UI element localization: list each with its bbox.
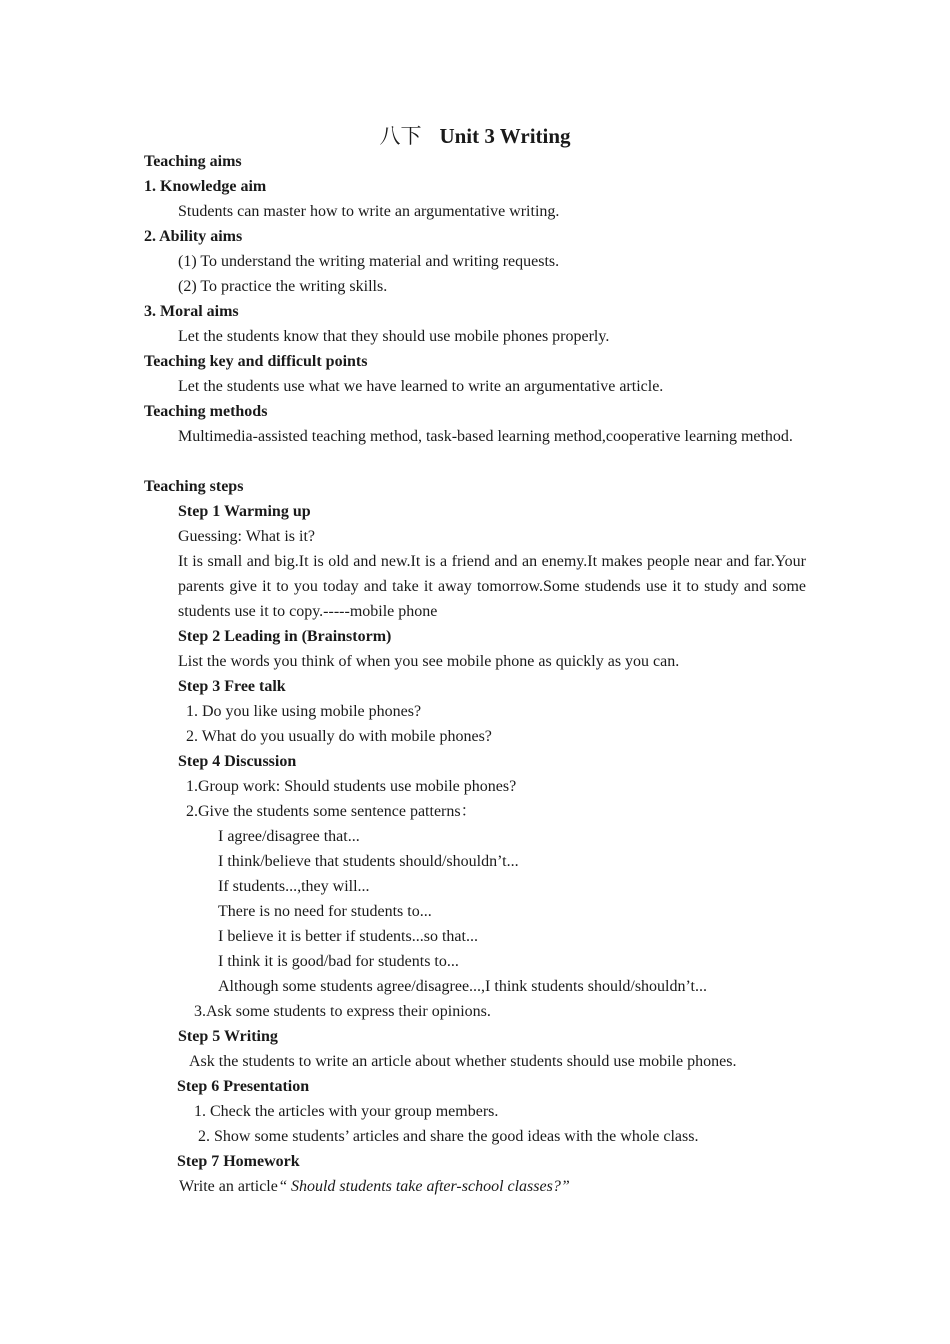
teaching-aims-heading: Teaching aims	[144, 153, 242, 170]
knowledge-aim-heading: 1. Knowledge aim	[144, 178, 267, 195]
homework-open-quote: “	[279, 1178, 287, 1195]
key-points-text: Let the students use what we have learned to write an argumentative article.	[178, 378, 664, 395]
ability-aims-heading: 2. Ability aims	[144, 228, 243, 245]
step1-riddle: It is small and big.It is old and new.It is a friend and an enemy.It makes people near and far.Your parents give it to you today and take it away tomorrow.Some studends use it to study and some students use it to copy.-----mobile phone	[178, 553, 806, 620]
page-title	[0, 121, 950, 151]
step2-text: List the words you think of when you see mobile phone as quickly as you can.	[178, 653, 680, 670]
teaching-steps-heading: Teaching steps	[144, 478, 244, 495]
step1-prompt: Guessing: What is it?	[178, 528, 316, 545]
ability-aim-item: (2) To practice the writing skills.	[178, 278, 388, 295]
sentence-pattern: I agree/disagree that...	[218, 828, 360, 845]
step3-item: 2. What do you usually do with mobile phones?	[186, 728, 492, 745]
step3-heading: Step 3 Free talk	[178, 678, 286, 695]
title-english: Unit 3 Writing	[439, 124, 571, 148]
sentence-pattern: Although some students agree/disagree...,I think students should/shouldn’t...	[218, 978, 707, 995]
step7-heading: Step 7 Homework	[177, 1153, 300, 1170]
step1-heading: Step 1 Warming up	[178, 503, 311, 520]
teaching-methods-heading: Teaching methods	[144, 403, 268, 420]
step4-heading: Step 4 Discussion	[178, 753, 297, 770]
step4-item-group-work: 1.Group work: Should students use mobile phones?	[186, 778, 517, 795]
step5-heading: Step 5 Writing	[178, 1028, 278, 1045]
step5-text: Ask the students to write an article about whether students should use mobile phones.	[189, 1053, 737, 1070]
step2-heading: Step 2 Leading in (Brainstorm)	[178, 628, 392, 645]
sentence-pattern: I believe it is better if students...so that...	[218, 928, 478, 945]
sentence-pattern: I think/believe that students should/shouldn’t...	[218, 853, 519, 870]
homework-close-quote: ”	[560, 1178, 570, 1195]
key-points-heading: Teaching key and difficult points	[144, 353, 368, 370]
teaching-methods-text: Multimedia-assisted teaching method, task-based learning method,cooperative learning method.	[178, 428, 793, 445]
sentence-pattern: I think it is good/bad for students to...	[218, 953, 459, 970]
step6-heading: Step 6 Presentation	[177, 1078, 310, 1095]
step6-item: 2. Show some students’ articles and share the good ideas with the whole class.	[198, 1128, 699, 1145]
step6-item: 1. Check the articles with your group members.	[194, 1103, 499, 1120]
homework-topic: Should students take after-school classes?	[290, 1178, 561, 1195]
homework-prefix: Write an article	[179, 1178, 278, 1195]
title-chinese: 八下	[379, 124, 422, 148]
step7-homework	[179, 1174, 570, 1199]
moral-aims-heading: 3. Moral aims	[144, 303, 239, 320]
sentence-pattern: If students...,they will...	[218, 878, 370, 895]
step4-item-opinions: 3.Ask some students to express their opinions.	[194, 1003, 491, 1020]
ability-aim-item: (1) To understand the writing material and writing requests.	[178, 253, 560, 270]
sentence-pattern: There is no need for students to...	[218, 903, 432, 920]
step4-item-patterns-intro: 2.Give the students some sentence patterns：	[186, 803, 477, 820]
knowledge-aim-text: Students can master how to write an argumentative writing.	[178, 203, 560, 220]
step3-item: 1. Do you like using mobile phones?	[186, 703, 422, 720]
moral-aims-text: Let the students know that they should use mobile phones properly.	[178, 328, 610, 345]
